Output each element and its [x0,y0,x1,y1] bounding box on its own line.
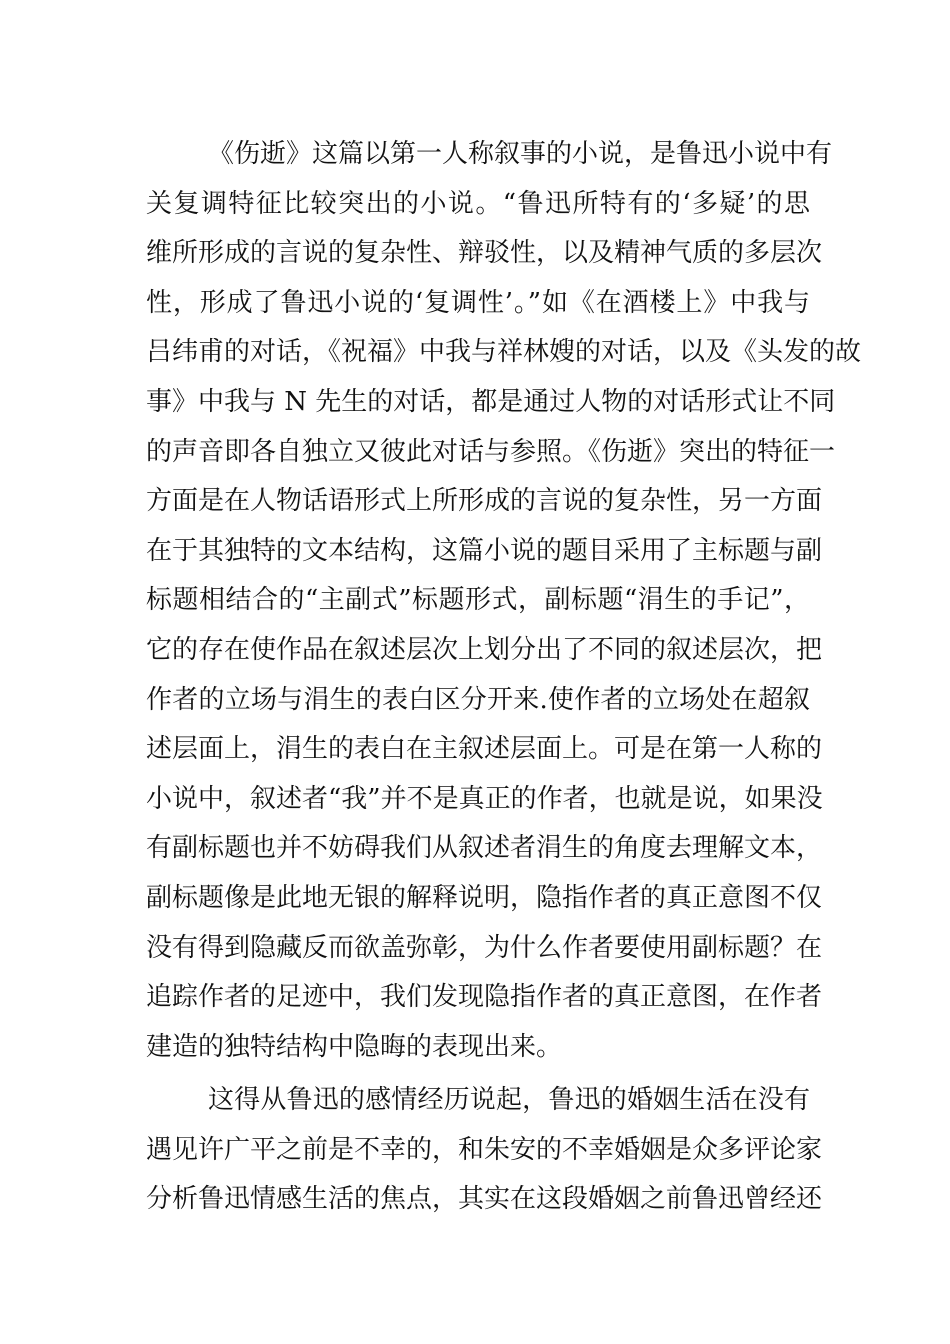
body-text [146,130,862,1225]
paragraph-line: 副标题像是此地无银的解释说明，隐指作者的真正意图不仅 [146,882,823,913]
paragraph-line: 分析鲁迅情感生活的焦点，其实在这段婚姻之前鲁迅曾经还 [146,1184,823,1215]
paragraph-line: 性，形成了鲁迅小说的‘复调性’。”如《在酒楼上》中我与 [146,287,810,318]
paragraph-line: 标题相结合的“主副式”标题形式，副标题“涓生的手记”， [146,585,810,616]
paragraph-2 [146,1076,823,1225]
paragraph-line: 事》中我与 N 先生的对话，都是通过人物的对话形式让不同 [146,386,836,417]
paragraph-line: 追踪作者的足迹中，我们发现隐指作者的真正意图，在作者 [146,982,823,1013]
paragraph-line: 建造的独特结构中隐晦的表现出来。 [146,1031,563,1062]
paragraph-line: 《伤逝》这篇以第一人称叙事的小说，是鲁迅小说中有 [208,139,833,169]
paragraph-line: 在于其独特的文本结构，这篇小说的题目采用了主标题与副 [146,535,823,566]
paragraph-line: 方面是在人物话语形式上所形成的言说的复杂性，另一方面 [146,486,823,517]
paragraph-line: 维所形成的言说的复杂性、辩驳性，以及精神气质的多层次 [146,238,823,269]
paragraph-line: 作者的立场与涓生的表白区分开来.使作者的立场处在超叙 [146,684,810,715]
paragraph-line: 这得从鲁迅的感情经历说起，鲁迅的婚姻生活在没有 [208,1085,810,1116]
paragraph-line: 吕纬甫的对话，《祝福》中我与祥林嫂的对话，以及《头发的故 [146,337,862,368]
paragraph-line: 有副标题也并不妨碍我们从叙述者涓生的角度去理解文本， [146,833,823,864]
paragraph-line: 遇见许广平之前是不幸的，和朱安的不幸婚姻是众多评论家 [146,1134,823,1165]
paragraph-line: 的声音即各自独立又彼此对话与参照。《伤逝》突出的特征一 [146,436,836,467]
paragraph-line: 没有得到隐藏反而欲盖弥彰，为什么作者要使用副标题？在 [146,932,823,963]
paragraph-line: 关复调特征比较突出的小说。“鲁迅所特有的‘多疑’的思 [146,188,810,219]
paragraph-1 [146,130,862,1072]
paragraph-line: 述层面上，涓生的表白在主叙述层面上。可是在第一人称的 [146,734,823,765]
paragraph-line: 小说中，叙述者“我”并不是真正的作者，也就是说，如果没 [146,783,823,814]
paragraph-line: 它的存在使作品在叙述层次上划分出了不同的叙述层次，把 [146,634,823,665]
